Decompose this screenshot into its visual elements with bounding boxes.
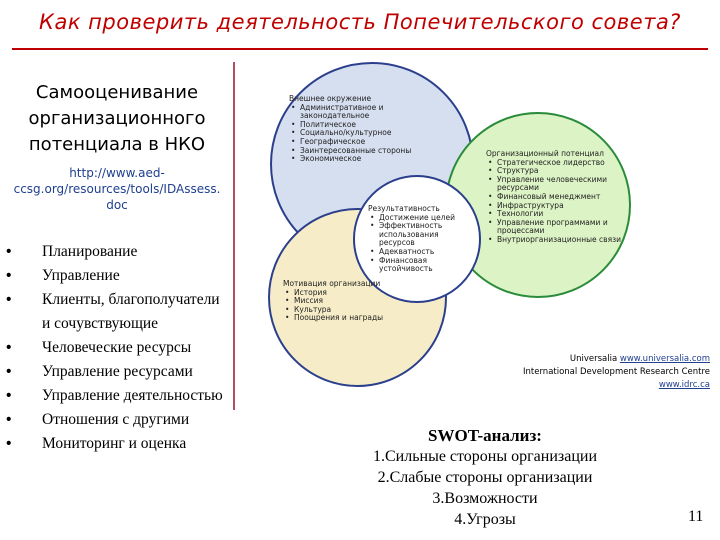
organizational-item: • Финансовый менеджмент bbox=[486, 193, 621, 202]
list-item: • Мониторинг и оценка bbox=[4, 432, 229, 456]
list-item: • Клиенты, благополучатели и сочувствующие bbox=[4, 288, 229, 336]
left-heading bbox=[6, 80, 228, 158]
results-item: • Эффективность использования ресурсов bbox=[368, 222, 468, 248]
swot-item: 3.Возможности bbox=[432, 490, 538, 507]
source-link-line[interactable]: http://www.aed- bbox=[69, 166, 165, 180]
external-item: • Социально/культурное bbox=[289, 129, 419, 138]
motivation-item: • Поощрения и награды bbox=[283, 314, 403, 323]
credit-org: International Development Research Centre bbox=[523, 367, 710, 377]
organizational-item: • Управление человеческими ресурсами bbox=[486, 176, 621, 193]
list-item: • Человеческие ресурсы bbox=[4, 336, 229, 360]
organizational-item: • Управление программами и процессами bbox=[486, 219, 621, 236]
organizational-item: • Структура bbox=[486, 167, 621, 176]
external-item: • Административное и законодательное bbox=[289, 104, 419, 121]
results-text bbox=[368, 205, 468, 274]
motivation-text bbox=[283, 280, 403, 323]
external-item: • Политическое bbox=[289, 121, 419, 130]
organizational-item: • Инфраструктура bbox=[486, 202, 621, 211]
list-item: • Планирование bbox=[4, 240, 229, 264]
organizational-capacity-text bbox=[486, 150, 621, 245]
motivation-item: • Миссия bbox=[283, 297, 403, 306]
list-item: • Управление bbox=[4, 264, 229, 288]
swot-block bbox=[320, 425, 650, 530]
left-heading-line: Самооценивание bbox=[35, 82, 199, 103]
list-item: • Отношения с другими bbox=[4, 408, 229, 432]
credits bbox=[470, 353, 710, 392]
swot-item: 4.Угрозы bbox=[454, 511, 516, 528]
credit-org: Universalia bbox=[569, 354, 618, 364]
motivation-title: Мотивация организации bbox=[283, 279, 381, 288]
results-item: • Достижение целей bbox=[368, 214, 468, 223]
source-link-line[interactable]: doc bbox=[106, 198, 128, 212]
page-number: 11 bbox=[688, 508, 704, 525]
swot-item: 1.Сильные стороны организации bbox=[372, 448, 598, 465]
slide-title: Как проверить деятельность Попечительского совета? bbox=[39, 10, 681, 34]
organizational-title: Организационный потенциал bbox=[486, 149, 604, 158]
external-item: • Экономическое bbox=[289, 155, 419, 164]
external-environment-text bbox=[289, 95, 419, 164]
credit-link[interactable]: www.universalia.com bbox=[619, 354, 710, 364]
source-link[interactable] bbox=[4, 165, 230, 213]
external-title: Внешнее окружение bbox=[289, 94, 372, 103]
organizational-item: • Внутриорганизационные связи bbox=[486, 236, 621, 245]
motivation-item: • История bbox=[283, 289, 403, 298]
motivation-item: • Культура bbox=[283, 306, 403, 315]
list-item: • Управление деятельностью bbox=[4, 384, 229, 408]
swot-item: 2.Слабые стороны организации bbox=[377, 469, 593, 486]
external-item: • Заинтересованные стороны bbox=[289, 147, 419, 156]
organizational-item: • Технологии bbox=[486, 210, 621, 219]
swot-title: SWOT-анализ: bbox=[428, 426, 542, 445]
credit-line bbox=[470, 366, 710, 392]
left-heading-line: потенциала в НКО bbox=[28, 134, 206, 155]
vertical-divider bbox=[233, 62, 235, 410]
results-item: • Финансовая устойчивость bbox=[368, 257, 468, 274]
list-item: • Управление ресурсами bbox=[4, 360, 229, 384]
credit-line bbox=[470, 353, 710, 366]
results-title: Результативность bbox=[368, 204, 440, 213]
credit-link[interactable]: www.idrc.ca bbox=[658, 380, 710, 390]
organizational-item: • Стратегическое лидерство bbox=[486, 159, 621, 168]
title-underline bbox=[12, 48, 708, 50]
source-link-line[interactable]: ccsg.org/resources/tools/IDAssess. bbox=[13, 182, 221, 196]
assessment-areas-list bbox=[4, 240, 229, 456]
results-item: • Адекватность bbox=[368, 248, 468, 257]
external-item: • Географическое bbox=[289, 138, 419, 147]
left-heading-line: организационного bbox=[28, 108, 206, 129]
